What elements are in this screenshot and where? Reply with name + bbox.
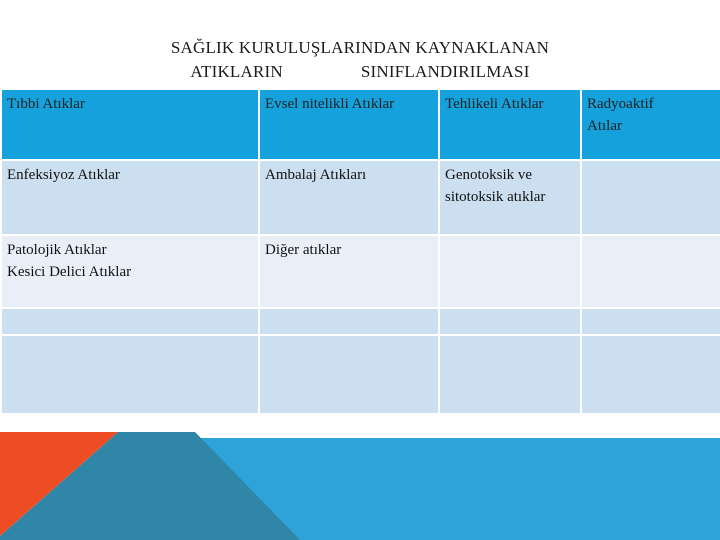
title-line-2-first: ATIKLARIN — [190, 62, 283, 81]
header-cell: Tıbbi Atıklar — [1, 89, 259, 160]
table-row — [1, 160, 720, 235]
waste-classification-table — [0, 88, 720, 415]
title-line-2-second: SINIFLANDIRILMASI — [360, 62, 530, 81]
table-row — [1, 235, 720, 308]
table-cell: Ambalaj Atıkları — [259, 160, 439, 235]
table-header-row — [1, 89, 720, 160]
table-cell — [581, 235, 720, 308]
table-cell — [259, 308, 439, 335]
table-cell: Patolojik Atıklar Kesici Delici Atıklar — [1, 235, 259, 308]
decorative-footer-shapes — [0, 432, 720, 540]
table-cell — [581, 308, 720, 335]
header-cell: Radyoaktif Atılar — [581, 89, 720, 160]
table-cell: Enfeksiyoz Atıklar — [1, 160, 259, 235]
table-cell — [1, 335, 259, 414]
table-cell — [439, 308, 581, 335]
table-cell — [581, 160, 720, 235]
table-cell — [259, 335, 439, 414]
title-line-1: SAĞLIK KURULUŞLARINDAN KAYNAKLANAN — [170, 38, 550, 57]
table-cell — [581, 335, 720, 414]
slide-title — [0, 36, 720, 84]
header-cell: Evsel nitelikli Atıklar — [259, 89, 439, 160]
table-cell: Diğer atıklar — [259, 235, 439, 308]
table-row — [1, 335, 720, 414]
header-cell: Tehlikeli Atıklar — [439, 89, 581, 160]
table-cell — [439, 235, 581, 308]
table-row — [1, 308, 720, 335]
table-cell — [439, 335, 581, 414]
table-cell — [1, 308, 259, 335]
title-line-2 — [0, 60, 720, 84]
table-cell: Genotoksik ve sitotoksik atıklar — [439, 160, 581, 235]
